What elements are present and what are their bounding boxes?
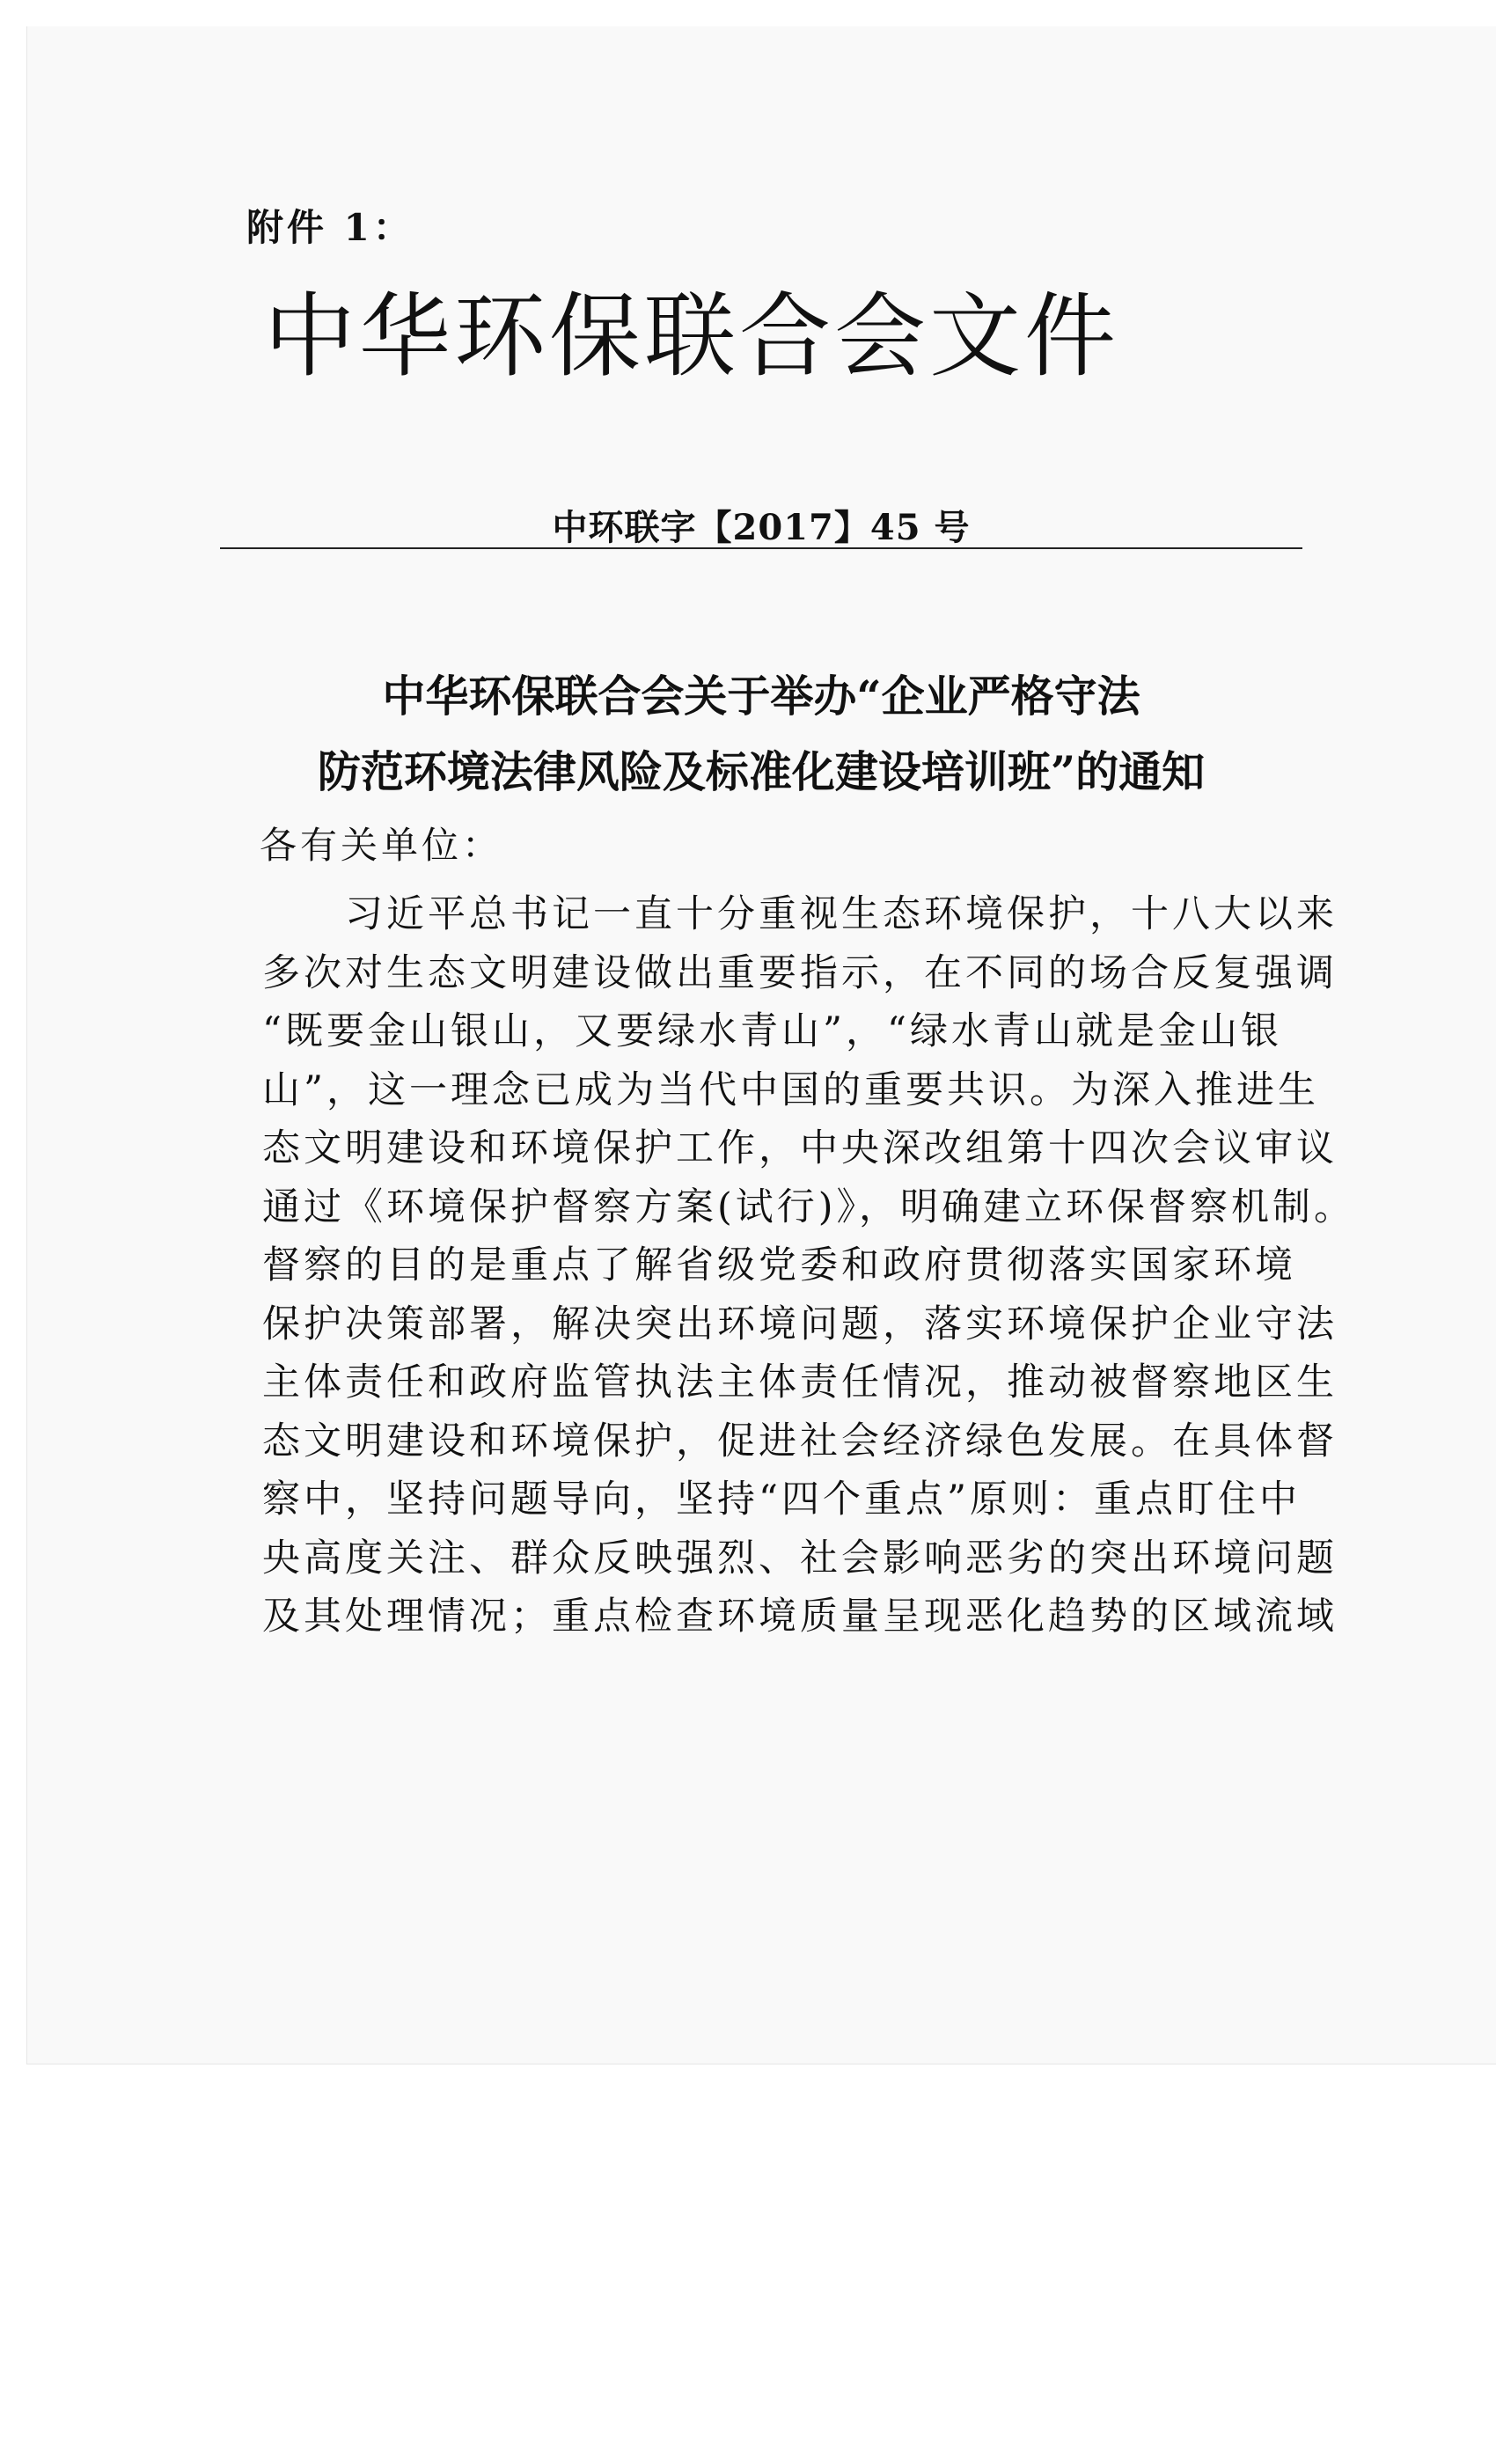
body-line: 督察的目的是重点了解省级党委和政府贯彻落实国家环境	[262, 1243, 1296, 1287]
body-paragraph	[262, 885, 1356, 1646]
body-line: 及其处理情况；重点检查环境质量呈现恶化趋势的区域流域	[262, 1595, 1338, 1639]
body-line: “既要金山银山，又要绿水青山”，“绿水青山就是金山银	[262, 1009, 1282, 1053]
header-divider	[220, 547, 1302, 549]
document-number: 中环联字【2017】45 号	[552, 507, 971, 548]
body-line: 多次对生态文明建设做出重要指示，在不同的场合反复强调	[262, 950, 1338, 995]
attachment-label: 附件 1：	[246, 206, 414, 249]
body-line: 习近平总书记一直十分重视生态环境保护，十八大以来	[262, 892, 1338, 936]
notice-title	[176, 658, 1346, 810]
body-line: 央高度关注、群众反映强烈、社会影响恶劣的突出环境问题	[262, 1536, 1338, 1580]
body-line: 态文明建设和环境保护工作，中央深改组第十四次会议审议	[262, 1126, 1338, 1170]
body-line: 察中，坚持问题导向，坚持“四个重点”原则：重点盯住中	[262, 1478, 1301, 1522]
notice-title-line-1: 中华环保联合会关于举办“企业严格守法	[382, 671, 1140, 722]
body-line: 通过《环境保护督察方案(试行)》，明确建立环保督察机制。	[262, 1184, 1356, 1229]
notice-title-line-2: 防范环境法律风险及标准化建设培训班”的通知	[317, 746, 1206, 797]
document-masthead: 中华环保联合会文件	[264, 282, 1120, 390]
body-line: 保护决策部署，解决突出环境问题，落实环境保护企业守法	[262, 1302, 1338, 1346]
body-line: 主体责任和政府监管执法主体责任情况，推动被督察地区生	[262, 1360, 1338, 1404]
body-line: 山”，这一理念已成为当代中国的重要共识。为深入推进生	[262, 1067, 1319, 1112]
body-line: 态文明建设和环境保护，促进社会经济绿色发展。在具体督	[262, 1419, 1338, 1463]
salutation: 各有关单位：	[260, 824, 503, 867]
